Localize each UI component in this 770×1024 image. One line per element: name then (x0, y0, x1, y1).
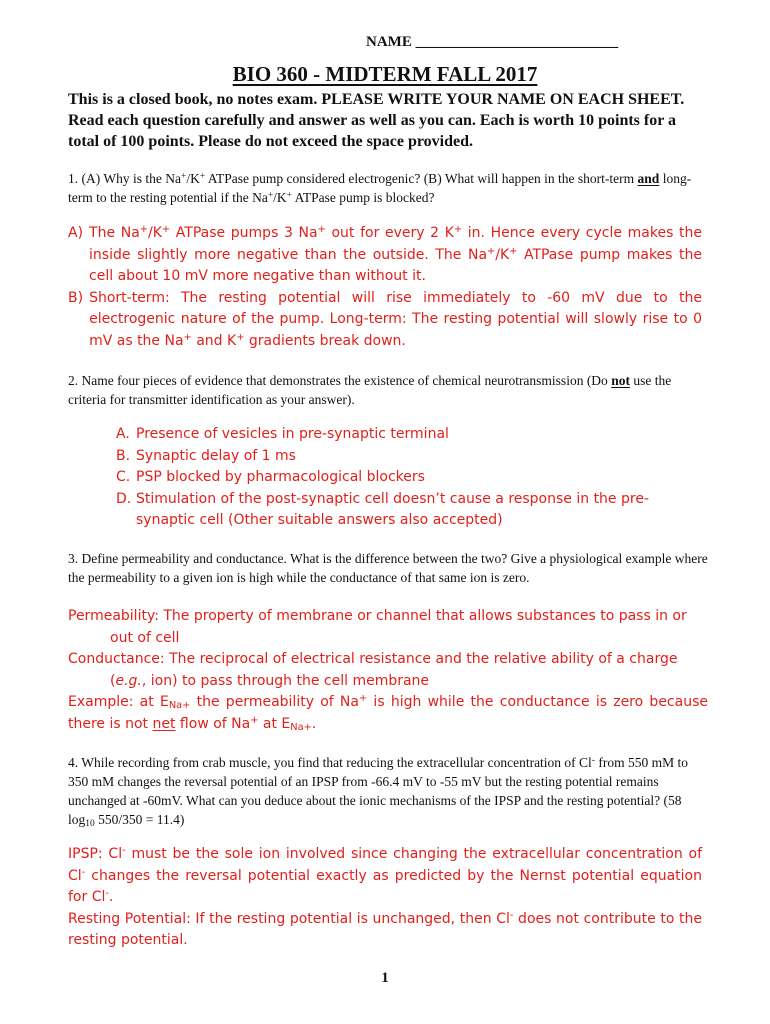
page-title: BIO 360 - MIDTERM FALL 2017 (232, 62, 538, 86)
resting-potential-answer: Resting Potential: If the resting potential is unchanged, then Cl- does not contribute to the resting potential. (68, 909, 702, 948)
list-item: D. Stimulation of the post-synaptic cell doesn’t cause a response in the pre-synaptic cell (Other suitable answers also accepted) (116, 490, 649, 528)
list-item: A. Presence of vesicles in pre-synaptic terminal (116, 426, 449, 442)
answer-3 (68, 606, 708, 735)
exam-instructions: This is a closed book, no notes exam. PLEASE WRITE YOUR NAME ON EACH SHEET. Read each question carefully and answer as well as you can. Each is worth 10 points for a total of 100 points. Please do not exceed the space provided. (68, 91, 685, 150)
answer-2 (116, 424, 696, 532)
answer-4 (68, 844, 702, 952)
name-blank: ___________________________ (415, 34, 619, 50)
question-3: 3. Define permeability and conductance. What is the difference between the two? Give a physiological example where the permeability to a given ion is high while the conductance of that same ion is zero. (68, 551, 708, 585)
answer-1b: B) Short-term: The resting potential will rise immediately to -60 mV due to the electrogenic nature of the pump. Long-term: The resting potential will slowly rise to 0 mV as the Na+ and K+ gradients break down. (68, 289, 702, 349)
page-number: 1 (381, 970, 389, 986)
name-field (366, 34, 618, 51)
question-2: 2. Name four pieces of evidence that demonstrates the existence of chemical neurotransmission (Do not use the criteria for transmitter identification as your answer). (68, 373, 672, 407)
permeability-definition: Permeability: The property of membrane or channel that allows substances to pass in or out of cell (68, 608, 687, 646)
list-item: B. Synaptic delay of 1 ms (116, 447, 296, 464)
question-4: 4. While recording from crab muscle, you find that reducing the extracellular concentration of Cl- from 550 mM to 350 mM changes the reversal potential of an IPSP from -66.4 mV to -55 mV but the resting potential remains unchanged at -60mV. What can you deduce about the ionic mechanisms of the IPSP and the resting potential? (58 $\log_{10} 550/350 = 11.4$) (68, 755, 688, 829)
ipsp-answer: IPSP: Cl- must be the sole ion involved since changing the extracellular concentration of Cl- changes the reversal potential exactly as predicted by the Nernst potential equation for Cl-. (68, 845, 703, 905)
question-1: 1. (A) Why is the Na+/K+ ATPase pump considered electrogenic? (B) What will happen in the short-term and long-term to the resting potential if the Na+/K+ ATPase pump is blocked? (68, 171, 692, 205)
example-text: Example: at $E_{Na+}$ the permeability of Na+ is high while the conductance is zero because there is not net flow of Na+ at $E_{Na+}$. (68, 693, 708, 733)
answer-1a: A) The Na+/K+ ATPase pumps 3 Na+ out for every 2 K+ in. Hence every cycle makes the inside slightly more negative than the outside. The Na+/K+ ATPase pump makes the cell about 10 mV more negative than without it. (68, 224, 703, 284)
name-label: NAME (366, 34, 412, 50)
list-item: C. PSP blocked by pharmacological blockers (116, 469, 425, 485)
answer-1 (68, 223, 702, 352)
conductance-definition: Conductance: The reciprocal of electrical resistance and the relative ability of a charge (e.g., ion) to pass through the cell membrane (68, 651, 678, 689)
